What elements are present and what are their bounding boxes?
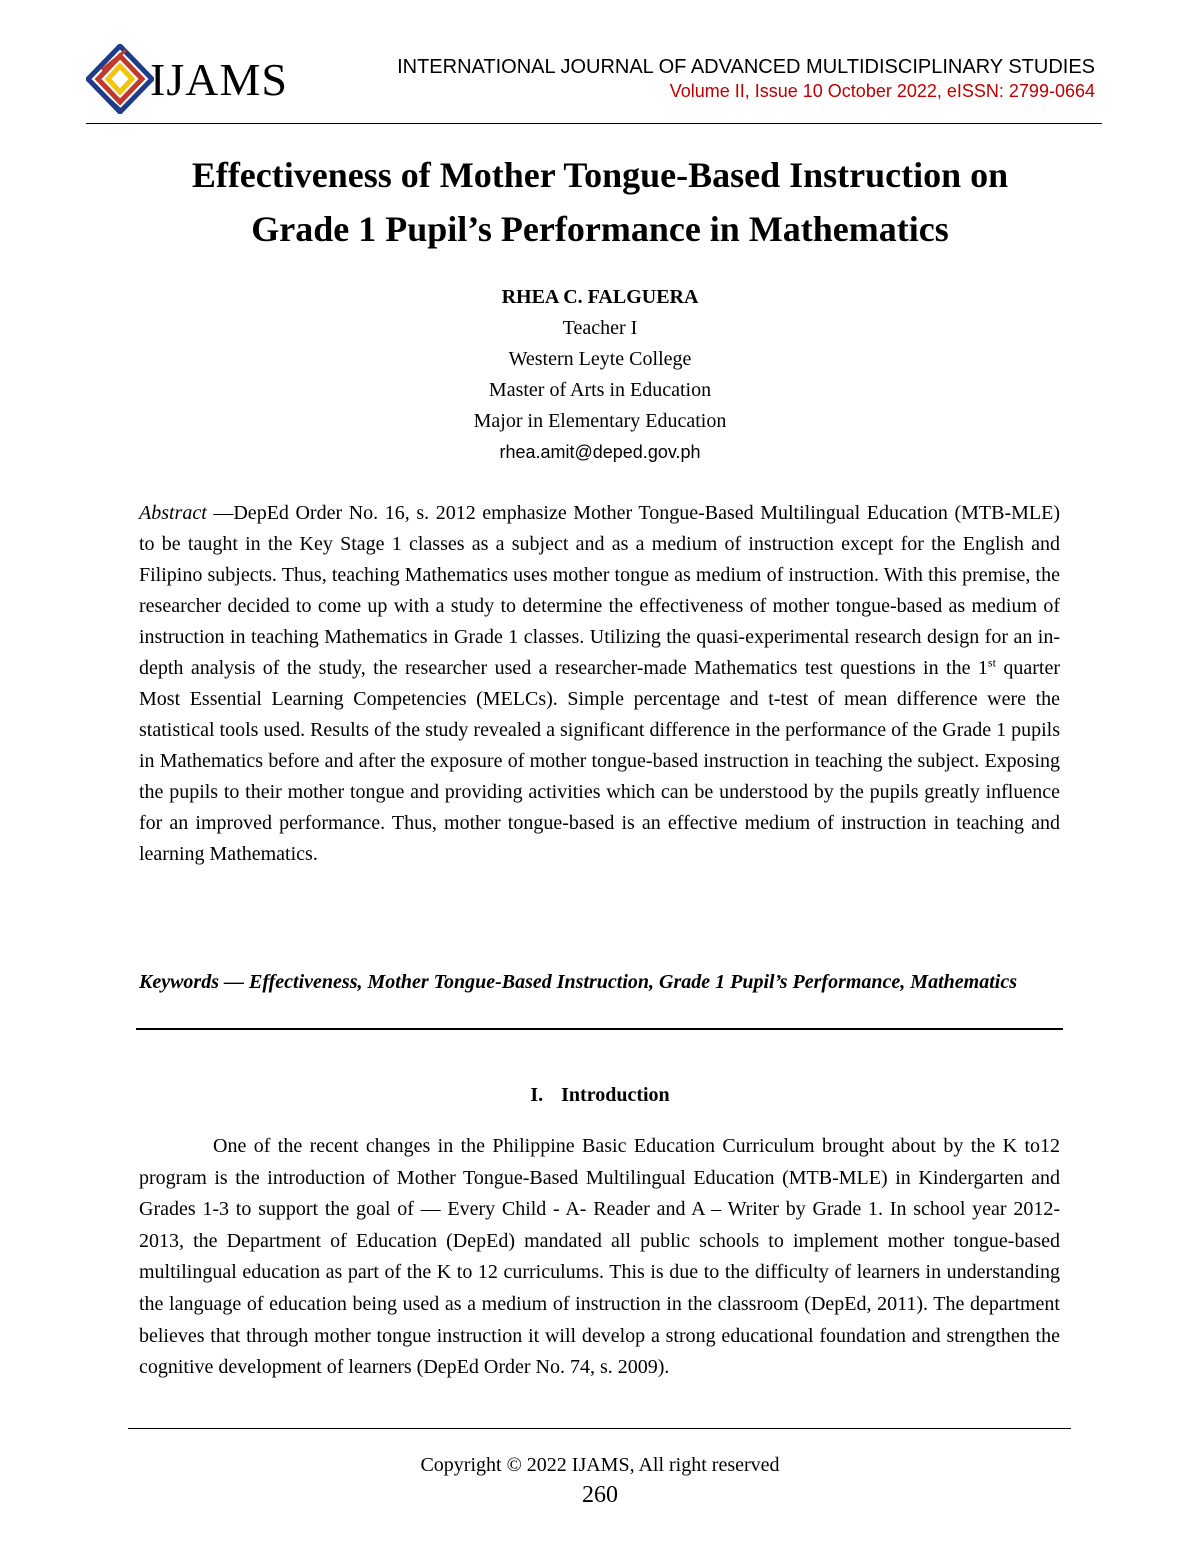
author-degree: Master of Arts in Education [488,379,712,401]
copyright: Copyright © 2022 IJAMS, All right reserved [420,1454,780,1476]
introduction-paragraph: One of the recent changes in the Philippine Basic Education Curriculum brought about by the K to12 program is the introduction of Mother Tongue-Based Multilingual Education (MTB-MLE) in Kindergarten and Grades 1-3 to support the goal of ― Every Child - A- Reader and A – Writer by Grade 1. In school year 2012-2013, the Department of Education (DepEd) mandated all public schools to implement mother tongue-based multilingual education as part of the K to 12 curriculums. This is due to the difficulty of learners in understanding the language of education being used as a medium of instruction in the classroom (DepEd, 2011). The department believes that through mother tongue instruction it will develop a strong educational foundation and strengthen the cognitive development of learners (DepEd Order No. 74, s. 2009). [139,1135,1060,1379]
author-name: RHEA C. FALGUERA [501,286,699,308]
keywords-divider [136,1028,1063,1030]
abstract [139,498,1060,870]
section-title: Introduction [561,1084,670,1106]
page-number: 260 [582,1482,618,1508]
keywords: Keywords — Effectiveness, Mother Tongue-Based Instruction, Grade 1 Pupil’s Performance, Mathematics [139,971,1017,993]
paper-title [0,148,1200,256]
volume-info: Volume II, Issue 10 October 2022, eISSN: 2799-0664 [669,81,1095,101]
abstract-text: —DepEd Order No. 16, s. 2012 emphasize Mother Tongue-Based Multilingual Education (MTB-MLE) to be taught in the Key Stage 1 classes as a subject and as a medium of instruction except for the English and Filipino subjects. Thus, teaching Mathematics uses mother tongue as medium of instruction. With this premise, the researcher decided to come up with a study to determine the effectiveness of mother tongue-based as medium of instruction in teaching Mathematics in Grade 1 classes. Utilizing the quasi-experimental research design for an in-depth analysis of the study, the researcher used a researcher-made Mathematics test questions in the 1 [139,502,1060,679]
section-heading [0,1080,1200,1111]
header-divider [86,123,1102,124]
title-line-2: Grade 1 Pupil’s Performance in Mathematics [251,209,949,249]
footer-divider [128,1428,1071,1429]
title-line-1: Effectiveness of Mother Tongue-Based Instruction on [191,155,1009,195]
journal-logo-text: IJAMS [150,54,288,105]
abstract-label: Abstract [139,502,207,524]
page-header [0,0,1200,130]
ijams-logo-icon [86,44,154,114]
abstract-text-continued: quarter Most Essential Learning Competencies (MELCs). Simple percentage and t-test of mean difference were the statistical tools used. Results of the study revealed a significant difference in the performance of the Grade 1 pupils in Mathematics before and after the exposure of mother tongue-based instruction in teaching the subject. Exposing the pupils to their mother tongue and providing activities which can be understood by the pupils greatly influence for an improved performance. Thus, mother tongue-based is an effective medium of instruction in teaching and learning Mathematics. [139,657,1061,865]
journal-name: INTERNATIONAL JOURNAL OF ADVANCED MULTIDISCIPLINARY STUDIES [397,56,1095,78]
author-position: Teacher I [562,317,638,339]
author-major: Major in Elementary Education [473,410,727,432]
abstract-superscript: st [987,655,996,670]
author-block [0,282,1200,468]
author-email: rhea.amit@deped.gov.ph [499,442,701,462]
section-number: I. [530,1084,544,1106]
author-institution: Western Leyte College [508,348,692,370]
